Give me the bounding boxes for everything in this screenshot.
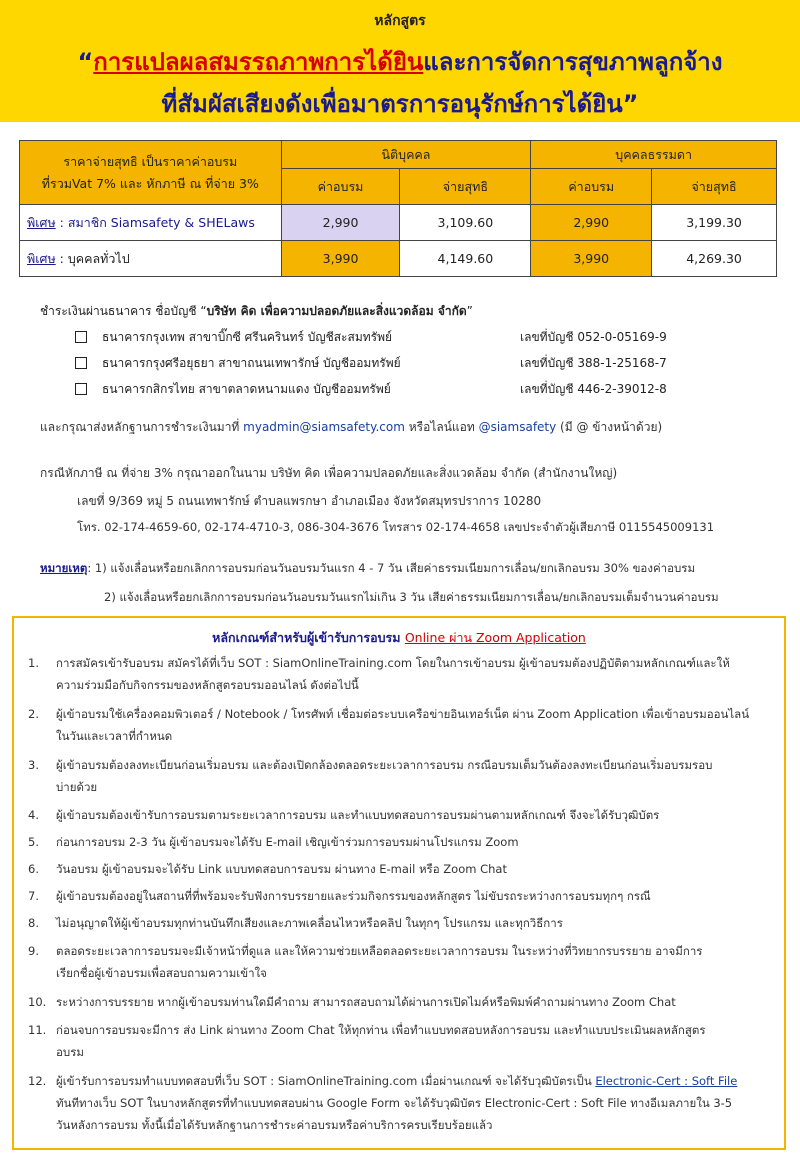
group-individual: บุคคลธรรมดา bbox=[531, 141, 777, 169]
cell-fee: 2,990 bbox=[281, 205, 400, 241]
cell-net: 4,269.30 bbox=[652, 241, 777, 277]
checkbox-icon bbox=[75, 357, 87, 369]
bank-item: ธนาคารกสิกรไทย สาขาตลาดหนามแดง บัญชีออมทรัพย์ เลขที่บัญชี 446-2-39012-8 bbox=[40, 376, 780, 402]
evidence-line: และกรุณาส่งหลักฐานการชำระเงินมาที่ myadmin@siamsafety.com หรือไลน์แอท @siamsafety (มี @ ข้างหน้าด้วย) bbox=[40, 420, 663, 434]
tax-contact: โทร. 02-174-4659-60, 02-174-4710-3, 086-304-3676 โทรสาร 02-174-4658 เลขประจำตัวผู้เสียภาษี 0115545009131 bbox=[77, 520, 715, 534]
table-row bbox=[20, 205, 777, 241]
cell-fee: 3,990 bbox=[281, 241, 400, 277]
cell-fee: 2,990 bbox=[531, 205, 652, 241]
course-label: หลักสูตร bbox=[374, 13, 426, 29]
account-name: บริษัท คิด เพื่อความปลอดภัยและสิ่งแวดล้อม จำกัด bbox=[206, 304, 467, 318]
email-link[interactable]: myadmin@siamsafety.com bbox=[243, 420, 405, 434]
course-title-line2: ที่สัมผัสเสียงดังเพื่อมาตรการอนุรักษ์การได้ยิน” bbox=[161, 90, 639, 118]
checkbox-icon bbox=[75, 383, 87, 395]
remark-1: หมายเหตุ: 1) แจ้งเลื่อนหรือยกเลิกการอบรมก่อนวันอบรมวันแรก 4 - 7 วัน เสียค่าธรรมเนียมการเลื่อน/ยกเลิกอบรม 30% ของค่าอบรม bbox=[40, 561, 696, 575]
course-title-rest: และการจัดการสุขภาพลูกจ้าง bbox=[423, 48, 723, 76]
criteria-box: หลักเกณฑ์สำหรับผู้เข้ารับการอบรม Online ผ่าน Zoom Application 1. การสมัครเข้ารับอบรม สมัครได้ที่เว็บ SOT : SiamOnlineTraining.com โดยในการเข้าอบรม ผู้เข้าอบรมต้องปฏิบัติตามหลักเกณฑ์และให้ ความร่วมมือกับกิจกรรมของหลักสูตรอบรมออนไลน์ ดังต่อไปนี้ 2. ผู้เข้าอบรมใช้เครื่องคอมพิวเตอร์ / Notebook / โทรศัพท์ เชื่อมต่อระบบเครือข่ายอินเทอร์เน็ต ผ่าน Zoom Application เพื่อเข้าอบรมออนไลน์ ในวันและเวลาที่กำหนด 3. ผู้เข้าอบรมต้องลงทะเบียนก่อนเริ่มอบรม และต้องเปิดกล้องตลอดระยะเวลาการอบรม กรณีอบรมเต็มวันต้องลงทะเบียนก่อนเริ่มอบรมรอบ บ่ายด้วย 4. ผู้เข้าอบรมต้องเข้ารับการอบรมตามระยะเวลาการอบรม และทำแบบทดสอบการอบรมผ่านตามหลักเกณฑ์ จึงจะได้รับวุฒิบัตร 5. ก่อนการอบรม 2-3 วัน ผู้เข้าอบรมจะได้รับ E-mail เชิญเข้าร่วมการอบรมผ่านโปรแกรม Zoom 6. วันอบรม ผู้เข้าอบรมจะได้รับ Link แบบทดสอบการอบรม ผ่านทาง E-mail หรือ Zoom Chat 7. ผู้เข้าอบรมต้องอยู่ในสถานที่ที่พร้อมจะรับฟังการบรรยายและร่วมกิจกรรมของหลักสูตร ไม่ขับรถระหว่างการอบรมทุกๆ กรณี 8. ไม่อนุญาตให้ผู้เข้าอบรมทุกท่านบันทึกเสียงและภาพเคลื่อนไหวหรือคลิป ในทุกๆ โปรแกรม และทุกวิธีการ 9. ตลอดระยะเวลาการอบรมจะมีเจ้าหน้าที่ดูแล และให้ความช่วยเหลือตลอดระยะเวลาการอบรม ในระหว่างที่วิทยากรบรรยาย อาจมีการ เรียกชื่อผู้เข้าอบรมเพื่อสอบถามความเข้าใจ 10. ระหว่างการบรรยาย หากผู้เข้าอบรมท่านใดมีคำถาม สามารถสอบถามได้ผ่านการเปิดไมค์หรือพิมพ์คำถามผ่านทาง Zoom Chat 11. ก่อนจบการอบรมจะมีการ ส่ง Link ผ่านทาง Zoom Chat ให้ทุกท่าน เพื่อทำแบบทดสอบหลังการอบรม และทำแบบประเมินผลหลักสูตร อบรม 12. ผู้เข้ารับการอบรมทำแบบทดสอบที่เว็บ SOT : SiamOnlineTraining.com เมื่อผ่านเกณฑ์ จะได้รับวุฒิบัตรเป็น Electronic-Cert : Soft File ทันทีทางเว็บ SOT ในบางหลักสูตรที่ทำแบบทดสอบผ่าน Google Form จะได้รับวุฒิบัตร Electronic-Cert : Soft File ทางอีเมลภายใน 3-5 วันหลังการอบรม ทั้งนี้เมื่อได้รับหลักฐานการชำระค่าอบรมหรือค่าบริการครบเรียบร้อยแล้ว bbox=[12, 616, 786, 1150]
tax-address: เลขที่ 9/369 หมู่ 5 ถนนเทพารักษ์ ตำบลแพรกษา อำเภอเมือง จังหวัดสมุทรปราการ 10280 bbox=[77, 494, 542, 508]
col-net: จ่ายสุทธิ bbox=[652, 169, 777, 205]
col-fee: ค่าอบรม bbox=[531, 169, 652, 205]
criteria-title: หลักเกณฑ์สำหรับผู้เข้ารับการอบรม Online ผ่าน Zoom Application bbox=[212, 630, 586, 645]
group-juristic: นิติบุคคล bbox=[281, 141, 531, 169]
col-net: จ่ายสุทธิ bbox=[400, 169, 531, 205]
line-id: @siamsafety bbox=[478, 420, 557, 434]
course-header bbox=[0, 0, 800, 122]
payment-section bbox=[40, 298, 780, 402]
table-row bbox=[20, 241, 777, 277]
course-title-highlight: การแปลผลสมรรถภาพการได้ยิน bbox=[93, 48, 424, 76]
open-quote: “ bbox=[77, 48, 94, 76]
col-fee: ค่าอบรม bbox=[281, 169, 400, 205]
checkbox-icon bbox=[75, 331, 87, 343]
cell-net: 4,149.60 bbox=[400, 241, 531, 277]
cell-net: 3,109.60 bbox=[400, 205, 531, 241]
cell-net: 3,199.30 bbox=[652, 205, 777, 241]
ecert-link[interactable]: Electronic-Cert : Soft File bbox=[595, 1074, 738, 1088]
price-table bbox=[19, 140, 777, 277]
tax-line1: กรณีหักภาษี ณ ที่จ่าย 3% กรุณาออกในนาม บริษัท คิด เพื่อความปลอดภัยและสิ่งแวดล้อม จำกัด (สำนักงานใหญ่) bbox=[40, 466, 618, 480]
remark-2: 2) แจ้งเลื่อนหรือยกเลิกการอบรมก่อนวันอบรมวันแรกไม่เกิน 3 วัน เสียค่าธรรมเนียมการเลื่อน/ยกเลิกอบรมเต็มจำนวนค่าอบรม bbox=[104, 590, 719, 604]
row-label: พิเศษ : สมาชิก Siamsafety & SHELaws bbox=[20, 205, 282, 241]
payment-intro: ชำระเงินผ่านธนาคาร ชื่อบัญชี “บริษัท คิด เพื่อความปลอดภัยและสิ่งแวดล้อม จำกัด” bbox=[40, 304, 473, 318]
course-title-line1 bbox=[0, 42, 800, 81]
price-note: ราคาจ่ายสุทธิ เป็นราคาค่าอบรม ที่รวมVat 7% และ หักภาษี ณ ที่จ่าย 3% bbox=[20, 141, 282, 205]
bank-item: ธนาคารกรุงเทพ สาขาบิ๊กซี ศรีนครินทร์ บัญชีสะสมทรัพย์ เลขที่บัญชี 052-0-05169-9 bbox=[40, 324, 780, 350]
remark-label: หมายเหตุ bbox=[40, 561, 88, 575]
cell-fee: 3,990 bbox=[531, 241, 652, 277]
row-label: พิเศษ : บุคคลทั่วไป bbox=[20, 241, 282, 277]
bank-item: ธนาคารกรุงศรีอยุธยา สาขาถนนเทพารักษ์ บัญชีออมทรัพย์ เลขที่บัญชี 388-1-25168-7 bbox=[40, 350, 780, 376]
